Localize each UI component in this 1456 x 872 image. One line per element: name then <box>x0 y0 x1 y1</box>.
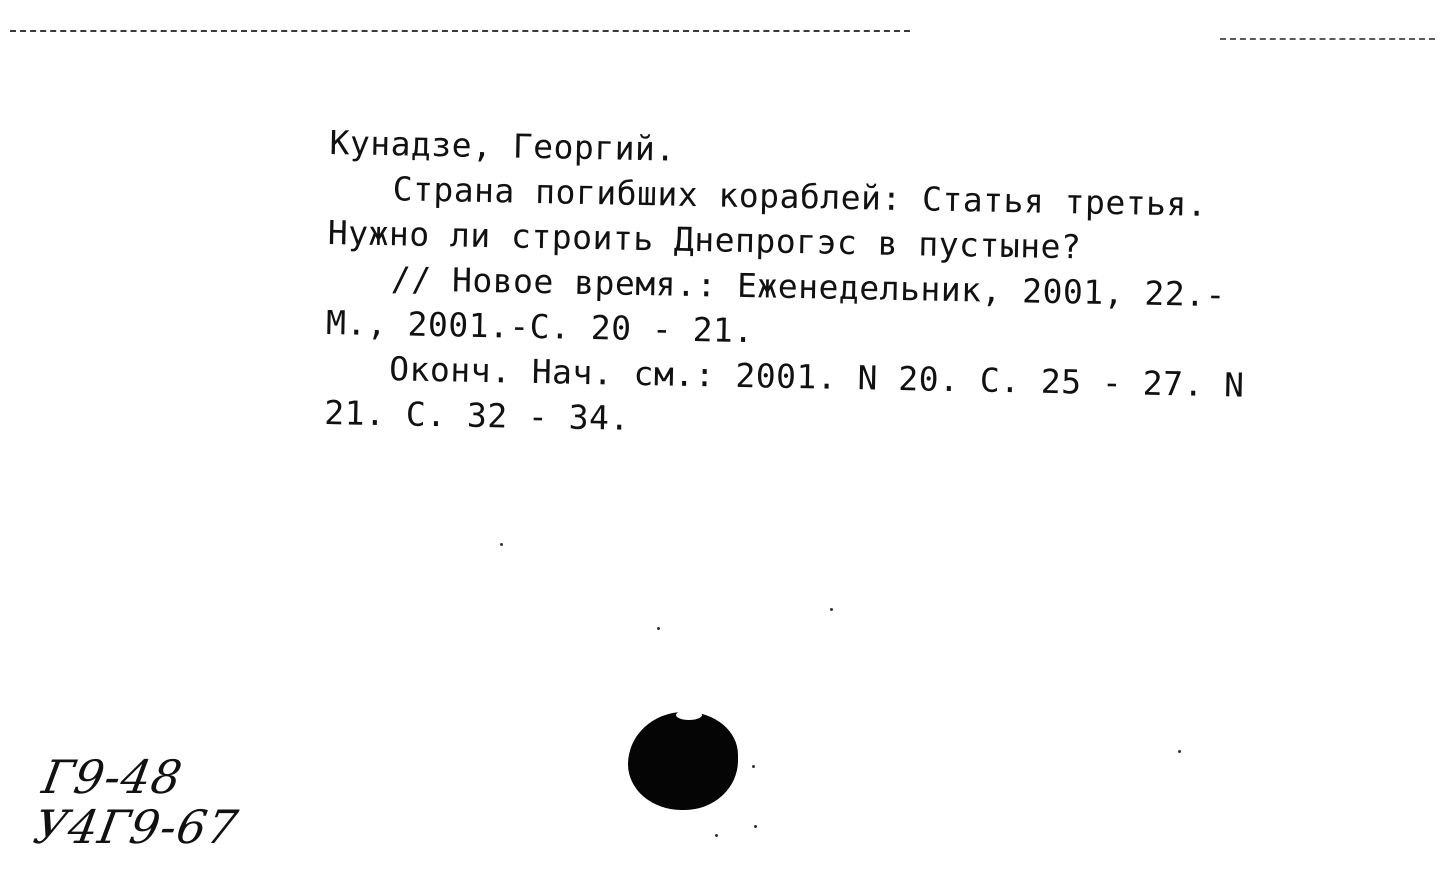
card-punch-hole <box>628 712 738 810</box>
source-line-2: М., 2001.-С. 20 - 21. <box>325 302 755 351</box>
scan-speck <box>1178 750 1181 753</box>
handwritten-shelf-mark <box>30 752 251 852</box>
catalog-card-entry <box>324 120 1290 453</box>
scan-speck <box>752 765 755 768</box>
note-line-2: 21. С. 32 - 34. <box>324 392 631 438</box>
scan-speck <box>715 834 718 837</box>
title-line-2: Нужно ли строить Днепрогэс в пустыне? <box>327 212 1082 267</box>
top-dashed-rule <box>10 30 910 32</box>
scan-speck <box>657 627 660 630</box>
title-line-1: Страна погибших кораблей: Статья третья. <box>392 169 1208 224</box>
source-line-1: // Новое время.: Еженедельник, 2001, 22.- <box>390 259 1227 315</box>
shelf-mark-line-1: Г9-48 <box>38 750 187 804</box>
shelf-mark-line-2: У4Г9-67 <box>29 800 243 854</box>
scan-speck <box>500 543 503 546</box>
author-heading: Кунадзе, Георгий. <box>329 122 677 169</box>
scan-speck <box>830 608 833 611</box>
punch-hole-nick <box>676 710 702 720</box>
scan-speck <box>754 825 757 828</box>
top-dashed-rule-right <box>1220 38 1435 40</box>
note-line-1: Оконч. Нач. см.: 2001. N 20. С. 25 - 27. N <box>388 349 1245 405</box>
